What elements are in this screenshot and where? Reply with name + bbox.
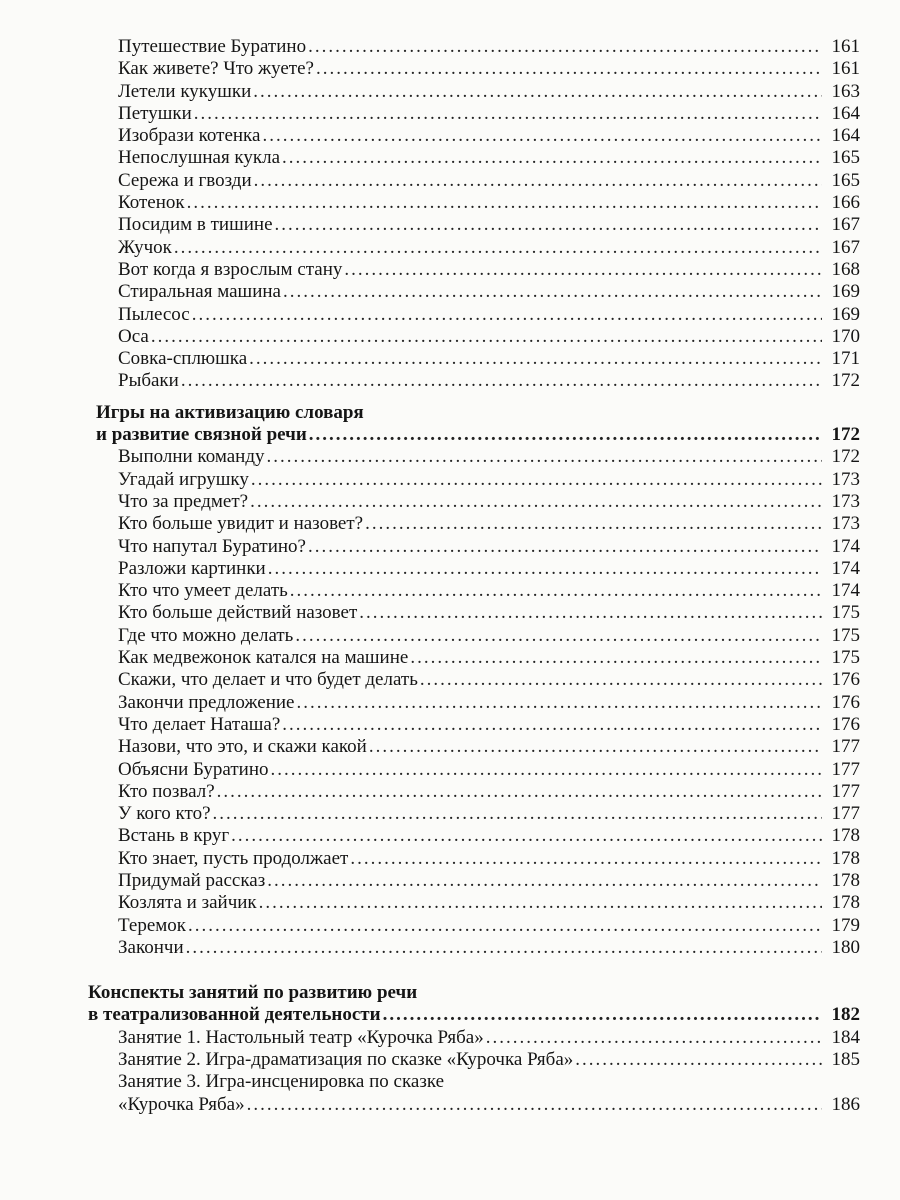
- toc-page-number: 165: [831, 169, 860, 191]
- toc-row[interactable]: [88, 446, 860, 468]
- toc-row[interactable]: [88, 103, 860, 125]
- dot-leader: [267, 870, 822, 892]
- toc-page-number: 178: [831, 892, 860, 914]
- toc-page-number: 176: [831, 669, 860, 691]
- dot-leader: [290, 580, 822, 602]
- toc-row[interactable]: [96, 424, 860, 446]
- toc-row[interactable]: [88, 602, 860, 624]
- toc-page-number: 165: [831, 147, 860, 169]
- dot-leader: [369, 736, 822, 758]
- toc-title: У кого кто?: [118, 803, 211, 825]
- toc-page-number: 175: [831, 602, 860, 624]
- dot-leader: [254, 170, 822, 192]
- dot-leader: [486, 1027, 822, 1049]
- toc-page-number: 163: [831, 80, 860, 102]
- toc-page-number: 164: [831, 125, 860, 147]
- toc-row[interactable]: [88, 513, 860, 535]
- dot-leader: [295, 625, 822, 647]
- dot-leader: [192, 304, 822, 326]
- toc-row[interactable]: [88, 848, 860, 870]
- toc-row[interactable]: [88, 348, 860, 370]
- toc-page-number: 182: [831, 1004, 860, 1026]
- toc-page-number: 178: [831, 825, 860, 847]
- toc-row[interactable]: [88, 81, 860, 103]
- dot-leader: [251, 469, 822, 491]
- dot-leader: [268, 558, 822, 580]
- toc-title: Скажи, что делает и что будет делать: [118, 669, 418, 691]
- toc-page-number: 167: [831, 214, 860, 236]
- toc-row[interactable]: [88, 326, 860, 348]
- dot-leader: [296, 692, 822, 714]
- toc-title: Летели кукушки: [118, 80, 252, 102]
- dot-leader: [267, 446, 823, 468]
- toc-title: Что за предмет?: [118, 490, 249, 512]
- toc-page-number: 176: [831, 691, 860, 713]
- toc-page-number: 172: [831, 424, 860, 446]
- toc-title: Петушки: [118, 102, 192, 124]
- toc-title: Угадай игрушку: [118, 468, 249, 490]
- toc-row[interactable]: [88, 170, 860, 192]
- toc-title: Выполни команду: [118, 446, 265, 468]
- toc-title: Оса: [118, 325, 149, 347]
- section-heading-vocabulary: [88, 402, 860, 447]
- toc-title: Сережа и гвозди: [118, 169, 252, 191]
- toc-title: Кто больше увидит и назовет?: [118, 513, 364, 535]
- toc-group-2: [88, 446, 860, 959]
- toc-page-number: 169: [831, 303, 860, 325]
- toc-row[interactable]: [88, 1049, 860, 1071]
- toc-page-number: 166: [831, 192, 860, 214]
- toc-row[interactable]: [88, 1027, 860, 1049]
- toc-page-number: 171: [831, 348, 860, 370]
- toc-title: Рыбаки: [118, 370, 179, 392]
- toc-title: Вот когда я взрослым стану: [118, 258, 343, 280]
- toc-title: Где что можно делать: [118, 624, 294, 646]
- toc-row[interactable]: [88, 58, 860, 80]
- toc-title: Путешествие Буратино: [118, 36, 307, 57]
- toc-title: Пылесос: [118, 303, 190, 325]
- toc-page-number: 161: [831, 36, 860, 57]
- toc-row[interactable]: [88, 625, 860, 647]
- dot-leader: [309, 424, 822, 446]
- dot-leader: [249, 348, 822, 370]
- toc-title: Как медвежонок катался на машине: [118, 647, 409, 669]
- dot-leader: [151, 326, 822, 348]
- toc-page-number: 167: [831, 236, 860, 258]
- toc-title: Совка-сплюшка: [118, 348, 248, 370]
- toc-row[interactable]: [88, 825, 860, 847]
- dot-leader: [188, 915, 822, 937]
- toc-row[interactable]: [88, 536, 860, 558]
- toc-row[interactable]: [88, 1094, 860, 1116]
- toc-page-number: 169: [831, 281, 860, 303]
- toc-page-number: 174: [831, 580, 860, 602]
- toc-row[interactable]: [88, 580, 860, 602]
- toc-row[interactable]: [88, 304, 860, 326]
- section-heading-lessons: [88, 982, 860, 1027]
- toc-row[interactable]: [88, 669, 860, 691]
- toc-page-number: 170: [831, 325, 860, 347]
- dot-leader: [174, 237, 822, 259]
- toc-page-number: 185: [831, 1049, 860, 1071]
- toc-row[interactable]: [88, 237, 860, 259]
- toc-page-number: 177: [831, 803, 860, 825]
- toc-row[interactable]: [88, 714, 860, 736]
- toc-title: Непослушная кукла: [118, 147, 281, 169]
- dot-leader: [262, 125, 822, 147]
- toc-title: Объясни Буратино: [118, 758, 269, 780]
- dot-leader: [316, 58, 822, 80]
- toc-title: и развитие связной речи: [96, 424, 307, 446]
- dot-leader: [410, 647, 822, 669]
- toc-entry-lesson-3[interactable]: [88, 1071, 860, 1116]
- dot-leader: [420, 669, 822, 691]
- toc-title: Кто позвал?: [118, 780, 215, 802]
- toc-title: Что делает Наташа?: [118, 713, 281, 735]
- dot-leader: [187, 192, 822, 214]
- toc-page-number: 175: [831, 647, 860, 669]
- dot-leader: [308, 536, 822, 558]
- toc-page-number: 173: [831, 490, 860, 512]
- dot-leader: [231, 825, 822, 847]
- toc-title: Как живете? Что жуете?: [118, 58, 314, 80]
- toc-title: Кто что умеет делать: [118, 580, 288, 602]
- toc-page-number: 180: [831, 936, 860, 958]
- dot-leader: [259, 892, 822, 914]
- dot-leader: [365, 513, 822, 535]
- dot-leader: [282, 714, 822, 736]
- toc-title: Котенок: [118, 192, 185, 214]
- toc-title: Посидим в тишине: [118, 214, 273, 236]
- toc-page-number: 164: [831, 102, 860, 124]
- toc-row[interactable]: [88, 491, 860, 513]
- dot-leader: [217, 781, 822, 803]
- toc-row[interactable]: [88, 214, 860, 236]
- dot-leader: [350, 848, 822, 870]
- toc-page-number: 178: [831, 869, 860, 891]
- toc-row[interactable]: [88, 692, 860, 714]
- toc-row[interactable]: [88, 147, 860, 169]
- toc-row[interactable]: [88, 937, 860, 959]
- toc-title: Занятие 2. Игра-драматизация по сказке «Курочка Ряба»: [118, 1049, 574, 1071]
- toc-group-1: [88, 36, 860, 393]
- toc-page-number: 172: [831, 370, 860, 392]
- dot-leader: [344, 259, 822, 281]
- toc-title: Кто знает, пусть продолжает: [118, 847, 349, 869]
- dot-leader: [194, 103, 822, 125]
- toc-page-number: 177: [831, 780, 860, 802]
- toc-page-number: 168: [831, 258, 860, 280]
- toc-row[interactable]: [88, 915, 860, 937]
- toc-title: Занятие 3. Игра-инсценировка по сказке: [118, 1071, 445, 1093]
- toc-page-number: 177: [831, 758, 860, 780]
- section-heading-line: Игры на активизацию словаря: [96, 401, 364, 423]
- toc-page-number: 184: [831, 1026, 860, 1048]
- toc-row[interactable]: [88, 647, 860, 669]
- toc-title: Закончи: [118, 936, 184, 958]
- section-heading-line: Конспекты занятий по развитию речи: [88, 982, 418, 1004]
- dot-leader: [271, 759, 822, 781]
- toc-row[interactable]: [88, 125, 860, 147]
- dot-leader: [283, 281, 822, 303]
- toc-title: Занятие 1. Настольный театр «Курочка Ряба»: [118, 1026, 484, 1048]
- toc-title: «Курочка Ряба»: [118, 1093, 245, 1115]
- toc-title: Стиральная машина: [118, 281, 281, 303]
- toc-title: Закончи предложение: [118, 691, 295, 713]
- table-of-contents: [88, 36, 860, 1116]
- toc-title: в театрализованной деятельности: [88, 1004, 381, 1026]
- toc-row[interactable]: [88, 469, 860, 491]
- toc-page-number: 186: [831, 1093, 860, 1115]
- dot-leader: [181, 370, 822, 392]
- dot-leader: [247, 1094, 822, 1116]
- toc-page-number: 172: [831, 446, 860, 468]
- toc-row[interactable]: [88, 736, 860, 758]
- dot-leader: [213, 803, 822, 825]
- dot-leader: [308, 36, 822, 58]
- toc-row[interactable]: [88, 36, 860, 58]
- toc-title: Что напутал Буратино?: [118, 535, 306, 557]
- toc-row[interactable]: [88, 370, 860, 392]
- toc-page-number: 174: [831, 557, 860, 579]
- toc-title: Встань в круг: [118, 825, 230, 847]
- toc-page-number: 177: [831, 736, 860, 758]
- toc-title: Изобрази котенка: [118, 125, 261, 147]
- toc-title: Разложи картинки: [118, 557, 266, 579]
- toc-page-number: 175: [831, 624, 860, 646]
- toc-row[interactable]: [88, 803, 860, 825]
- dot-leader: [383, 1004, 822, 1026]
- dot-leader: [359, 602, 822, 624]
- toc-row[interactable]: [88, 192, 860, 214]
- toc-row[interactable]: [88, 892, 860, 914]
- dot-leader: [250, 491, 822, 513]
- toc-row[interactable]: [88, 1004, 860, 1026]
- toc-row[interactable]: [88, 759, 860, 781]
- toc-row[interactable]: [88, 781, 860, 803]
- dot-leader: [275, 214, 823, 236]
- toc-page-number: 178: [831, 847, 860, 869]
- toc-page-number: 179: [831, 914, 860, 936]
- toc-page-number: 161: [831, 58, 860, 80]
- dot-leader: [253, 81, 822, 103]
- toc-row[interactable]: [88, 259, 860, 281]
- toc-title: Козлята и зайчик: [118, 892, 257, 914]
- toc-title: Теремок: [118, 914, 187, 936]
- dot-leader: [282, 147, 822, 169]
- toc-group-3: [88, 1027, 860, 1072]
- toc-page-number: 173: [831, 513, 860, 535]
- toc-page-number: 176: [831, 713, 860, 735]
- toc-title: Жучок: [118, 236, 172, 258]
- toc-title: Назови, что это, и скажи какой: [118, 736, 367, 758]
- toc-page-number: 174: [831, 535, 860, 557]
- dot-leader: [186, 937, 822, 959]
- toc-page-number: 173: [831, 468, 860, 490]
- toc-row[interactable]: [88, 558, 860, 580]
- toc-title: Придумай рассказ: [118, 869, 266, 891]
- dot-leader: [575, 1049, 822, 1071]
- toc-title: Кто больше действий назовет: [118, 602, 358, 624]
- toc-row[interactable]: [88, 281, 860, 303]
- toc-row[interactable]: [88, 870, 860, 892]
